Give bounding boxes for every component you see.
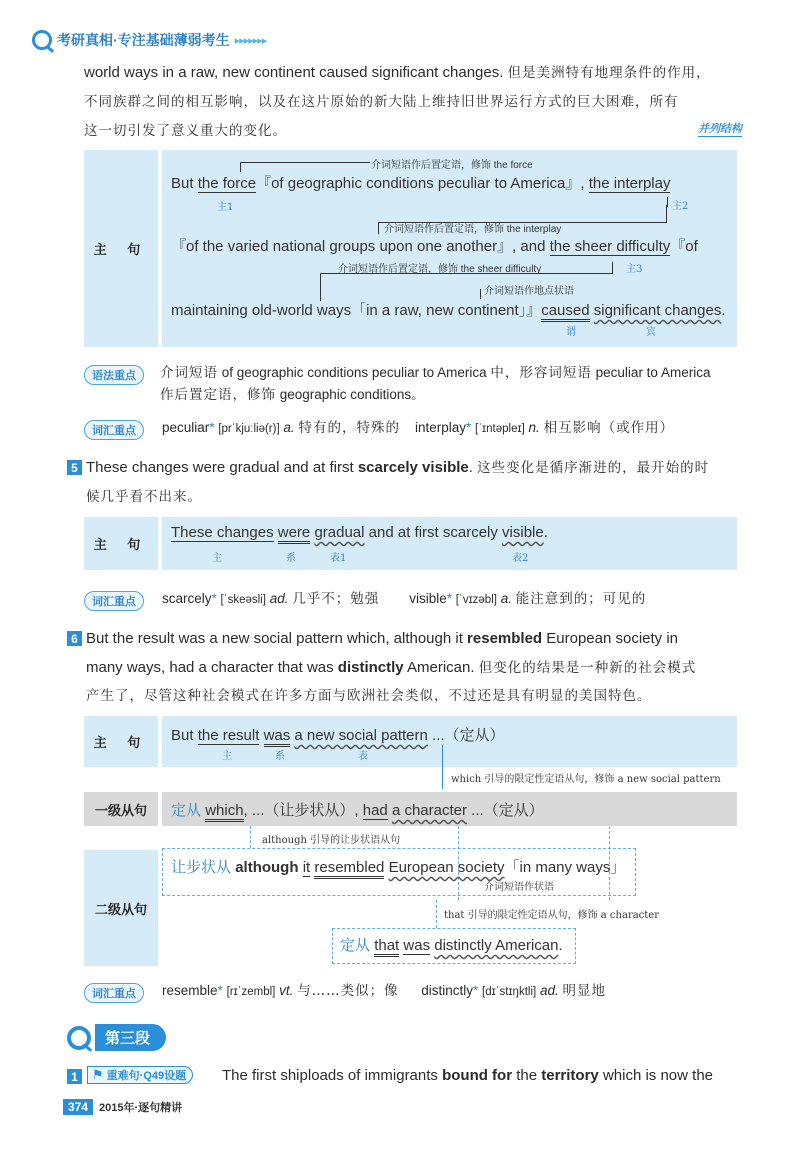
parallel-structure-tag: 并列结构 <box>698 122 742 135</box>
sentence-6-line3: 产生了，尽管这种社会模式在许多方面与欧洲社会类似，不过还是具有明显的美国特色。 <box>86 688 652 704</box>
label-s2: 主2 <box>672 201 689 212</box>
level2-relative-sentence: 定从 that was distinctly American. <box>340 934 563 955</box>
page-footer <box>63 1099 182 1115</box>
sentence-number-6: 6 <box>67 631 82 646</box>
vocab-point-pill-2: 词汇重点 <box>84 591 144 611</box>
main-clause-label: 主 句 <box>84 150 158 347</box>
level1-sentence: 定从 which, ...（让步状从）, had a character ...（定从） <box>171 799 544 820</box>
subject-2: the interplay <box>588 175 671 192</box>
grammar-point-pill: 语法重点 <box>84 365 144 385</box>
sentence-5: These changes were gradual and at first scarcely visible. 这些变化是循序渐进的，最开始的时 <box>86 459 710 476</box>
next-sentence: The first shiploads of immigrants bound for the territory which is now the <box>222 1067 714 1084</box>
label-subject: 主 <box>212 553 222 564</box>
difficult-sentence-badge: ⚑ 重难句·Q49设题 <box>87 1066 193 1084</box>
q-section-icon <box>67 1026 91 1050</box>
box3-main-sentence: But the result was a new social pattern ...（定从） <box>171 724 505 745</box>
note-location: 介词短语作地点状语 <box>484 286 574 297</box>
level1-label: 一级从句 <box>84 792 158 826</box>
header-arrows: ▸▸▸▸▸▸▸ <box>234 34 267 47</box>
header-title: 考研真相·专注基础薄弱考生 <box>57 32 230 48</box>
para4-line2: 不同族群之间的相互影响，以及在这片原始的新大陆上维持旧世界运行方式的巨大困难，所有 <box>84 94 679 110</box>
footer-title: 2015年·逐句精讲 <box>99 1102 183 1114</box>
vocab-point-pill-3: 词汇重点 <box>84 983 144 1003</box>
section-banner <box>67 1024 166 1051</box>
flag-icon: ⚑ <box>92 1067 104 1082</box>
label-predicative-1: 表1 <box>330 553 347 564</box>
note-interplay: 介词短语作后置定语，修饰 the interplay <box>384 224 562 235</box>
box1-row3: maintaining old-world ways「in a raw, new continent」』caused significant changes. <box>171 299 726 320</box>
section-title: 第三段 <box>95 1024 166 1051</box>
label-subj-3: 主 <box>222 751 232 762</box>
label-s1: 主1 <box>217 202 234 213</box>
para4-line1 <box>84 58 742 88</box>
sentence-6-line1: But the result was a new social pattern which, although it resembled European society in <box>86 630 679 647</box>
note-that: that 引导的限定性定语从句，修饰 a character <box>444 910 659 921</box>
vocab-point-pill-1: 词汇重点 <box>84 420 144 440</box>
sentence-6-line2: many ways, had a character that was distinctly American. 但变化的结果是一种新的社会模式 <box>86 659 697 676</box>
sentence-number-5: 5 <box>67 460 82 475</box>
sentence-number-1: 1 <box>67 1069 82 1084</box>
vocab-1: peculiar* [prˈkjuːliə(r)] a. 特有的，特殊的 interplay* [ˈɪntəpleɪ] n. 相互影响（或作用） <box>162 420 675 436</box>
label-cop-3: 系 <box>275 751 285 762</box>
box1-row1: But the force『of geographic conditions peculiar to America』, the interplay <box>171 175 671 192</box>
label-verb: 谓 <box>566 327 576 338</box>
para4-en: world ways in a raw, new continent caused significant changes. <box>84 64 504 81</box>
sentence-5-cn2: 候几乎看不出来。 <box>86 489 202 505</box>
level2-concessive-sentence: 让步状从 although it resembled European society「in many ways」 <box>171 856 625 877</box>
level2-label: 二级从句 <box>84 850 158 966</box>
note-prep-adverbial: 介词短语作状语 <box>484 882 554 893</box>
main-clause-label-3: 主 句 <box>84 716 158 767</box>
label-s3: 主3 <box>626 264 643 275</box>
subject-3: the sheer difficulty <box>549 238 671 255</box>
box2-sentence: These changes were gradual and at first scarcely visible. <box>171 524 548 541</box>
page-header <box>32 30 266 50</box>
para4-cn: 但是美洲特有地理条件的作用， <box>507 65 711 81</box>
vocab-2: scarcely* [ˈskeəsli] ad. 几乎不；勉强 visible* [ˈvɪzəbl] a. 能注意到的；可见的 <box>162 591 647 607</box>
label-pred-3: 表 <box>358 751 368 762</box>
label-predicative-2: 表2 <box>512 553 529 564</box>
verb-caused: caused <box>541 302 589 322</box>
q-logo-icon <box>32 30 52 50</box>
main-clause-label-2: 主 句 <box>84 517 158 570</box>
word-peculiar: peculiar <box>162 420 210 435</box>
para4-line3: 这一切引发了意义重大的变化。 <box>84 123 287 139</box>
object-changes: significant changes <box>593 302 722 319</box>
note-force: 介词短语作后置定语，修饰 the force <box>371 160 533 171</box>
vocab-3: resemble* [rɪˈzembl] vt. 与……类似；像 distinctly* [dɪˈstɪŋktli] ad. 明显地 <box>162 983 607 999</box>
grammar-point-text: 介词短语 of geographic conditions peculiar to America 中，形容词短语 peculiar to America 作后置定语，修饰 geographic conditions。 <box>160 365 711 403</box>
subject-1: the force <box>197 175 257 192</box>
label-object: 宾 <box>646 327 656 338</box>
note-which: which 引导的限定性定语从句，修饰 a new social pattern <box>451 774 721 785</box>
note-although: although 引导的让步状语从句 <box>262 835 401 846</box>
page-number: 374 <box>63 1099 93 1115</box>
note-difficulty: 介词短语作后置定语，修饰 the sheer difficulty <box>338 264 542 275</box>
label-copula: 系 <box>286 553 296 564</box>
box1-row2: 『of the varied national groups upon one another』, and the sheer difficulty『of <box>171 238 698 255</box>
word-interplay: interplay <box>414 420 466 435</box>
